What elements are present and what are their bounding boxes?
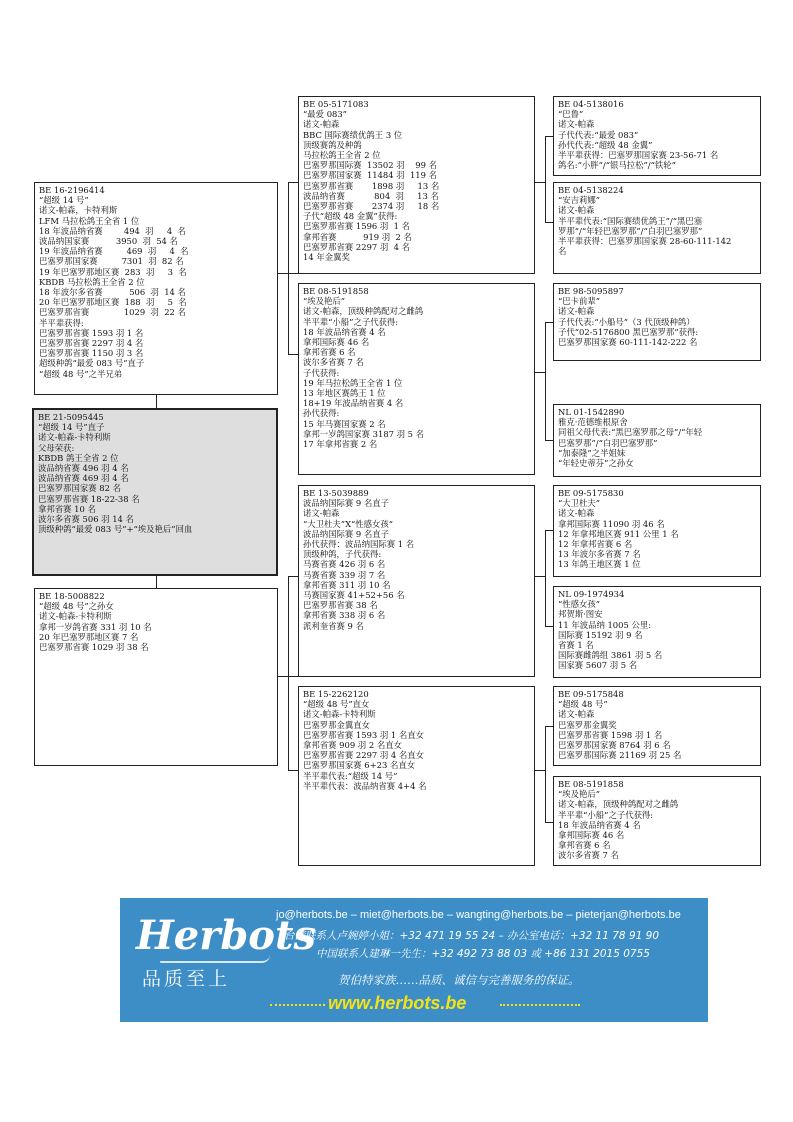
- pedigree-line: 巴塞罗那省赛 1593 羽 1 名: [39, 327, 144, 338]
- pedigree-line: 巴塞罗那省赛 1150 羽 3 名: [39, 348, 144, 359]
- pedigree-line: 诺文-帕森-卡特利斯: [39, 611, 112, 622]
- pedigree-line: 19 年马拉松鸽王全省 1 位: [303, 377, 403, 388]
- contact-emails[interactable]: jo@herbots.be – miet@herbots.be – wangting@herbots.be – pieterjan@herbots.be: [276, 909, 681, 921]
- pedigree-line: 马拉松鸽王全省 2 位: [303, 150, 381, 161]
- pedigree-line: 诺文-帕森: [558, 119, 595, 130]
- pedigree-line: “超级 14 号”: [39, 195, 89, 206]
- pedigree-line: 波品纳省赛 496 羽 4 名: [38, 463, 129, 474]
- ring-number: BE 08-5191858: [303, 286, 369, 296]
- ring-number: BE 04-5138224: [558, 185, 624, 195]
- pedigree-line: 孙代获得：波品纳国际赛 1 名: [303, 539, 415, 550]
- pedigree-line: 半平辈代表:“国际赛绩优鸽王”/“黑巴塞: [558, 215, 703, 226]
- sire-dam-box: [298, 283, 535, 475]
- pedigree-line: 子代“超级 48 金翼”获得:: [303, 211, 398, 222]
- ring-number: BE 13-5039889: [303, 488, 369, 498]
- pedigree-line: 派利奎省赛 9 名: [303, 620, 364, 631]
- pedigree-line: 巴塞罗那国际赛 21169 羽 25 名: [558, 750, 682, 761]
- ring-number: BE 18-5008822: [39, 591, 105, 601]
- sss-box: [553, 96, 761, 176]
- dss-box: [553, 485, 761, 577]
- connector: [288, 182, 298, 183]
- pedigree-line: 拿邦省赛 909 羽 2 名直女: [303, 740, 402, 751]
- connector: [288, 576, 289, 770]
- pedigree-line: 波尔多省赛 506 羽 14 名: [38, 514, 134, 525]
- pedigree-line: 邦贺斯·图安: [558, 609, 603, 620]
- ddd-box: [553, 776, 761, 866]
- pedigree-line: “年轻史蒂芬”之孙女: [558, 458, 634, 469]
- pedigree-line: 波品纳国际赛 9 名直子: [303, 528, 390, 539]
- pedigree-line: 拿邦省赛 10 名: [38, 503, 96, 514]
- pedigree-line: 孙代获得:: [303, 408, 340, 419]
- pedigree-line: 拿邦省赛 311 羽 10 名: [303, 579, 391, 590]
- connector: [288, 576, 298, 577]
- pedigree-line: 巴塞罗那国家赛 8764 羽 6 名: [558, 740, 671, 751]
- pedigree-line: “超级 48 号”之孙女: [39, 601, 114, 612]
- pedigree-line: 半平辈代表:“超级 14 号”: [303, 770, 398, 781]
- dam-box: [34, 588, 278, 766]
- pedigree-line: “巴卡前辈”: [558, 296, 601, 307]
- pedigree-line: 巴塞罗那省赛 38 名: [303, 600, 378, 611]
- pedigree-line: 波尔多省赛 7 名: [303, 357, 364, 368]
- pedigree-line: 拿邦国际赛 46 名: [558, 830, 625, 841]
- pedigree-line: “巴鲁”: [558, 109, 584, 120]
- pedigree-line: 拿邦一岁鸽省赛 331 羽 10 名: [39, 621, 152, 632]
- pedigree-line: “加泰隆”之半姐妹: [558, 447, 626, 458]
- pedigree-line: 诺文-帕森: [558, 306, 595, 317]
- pedigree-line: 巴塞罗那金翼直女: [303, 719, 370, 730]
- pedigree-line: 拿邦国际赛 11090 羽 46 名: [558, 518, 665, 529]
- pedigree-line: 国际赛 15192 羽 9 名: [558, 629, 643, 640]
- connector: [288, 354, 298, 355]
- sire-box: [34, 182, 278, 395]
- pedigree-line: 拿邦国际赛 46 名: [303, 337, 370, 348]
- pedigree-line: 国际赛雌鸽组 3861 羽 5 名: [558, 650, 663, 661]
- subject-box: [32, 408, 278, 576]
- pedigree-line: 巴塞罗那国际赛 13502 羽 99 名: [303, 160, 437, 171]
- pedigree-line: 半平辈获得:: [39, 317, 84, 328]
- pedigree-line: BBC 国际赛绩优鸽王 3 位: [303, 129, 403, 140]
- sds-box: [553, 283, 761, 361]
- ring-number: BE 04-5138016: [558, 99, 624, 109]
- pedigree-line: “大卫杜夫”: [558, 498, 601, 509]
- pedigree-line: 波品纳国际赛 9 名直子: [303, 498, 390, 509]
- ring-number: BE 05-5171083: [303, 99, 369, 109]
- pedigree-line: 巴塞罗那省赛 2374 羽 18 名: [303, 201, 440, 212]
- promise-text: 贺伯特家族……品质、诚信与完善服务的保证。: [338, 973, 580, 987]
- pedigree-line: 波尔多省赛 7 名: [558, 850, 619, 861]
- pedigree-line: 20 年巴塞罗那地区赛 7 名: [39, 631, 139, 642]
- pedigree-line: 超级种鸽“最爱 083 号”直子: [39, 358, 145, 369]
- pedigree-line: 拿邦一岁鸽国家赛 3187 羽 5 名: [303, 428, 425, 439]
- pedigree-line: 拿邦省赛 919 羽 2 名: [303, 231, 412, 242]
- pedigree-line: 半平辈“小船”之子代获得:: [558, 809, 654, 820]
- contact-phone-china: 中国联系人建琳一先生：+32 492 73 88 03 或 +86 131 2015 0755: [316, 948, 650, 960]
- pedigree-line: 波品纳国家赛 3950 羽 54 名: [39, 236, 178, 247]
- pedigree-line: 巴塞罗那省赛 1593 羽 1 名直女: [303, 729, 425, 740]
- connector: [545, 726, 553, 727]
- pedigree-line: 11 年波品纳 1005 公里:: [558, 619, 652, 630]
- pedigree-line: KBDB 马拉松鸽王全省 2 位: [39, 276, 145, 287]
- pedigree-line: “安吉莉娜”: [558, 195, 601, 206]
- dds-box: [553, 686, 761, 766]
- ring-number: BE 98-5095897: [558, 286, 624, 296]
- pedigree-line: 诺文-帕森，顶级种鸽配对之雌鸽: [303, 306, 424, 317]
- pedigree-line: 雅克·范德维根原舍: [558, 417, 628, 428]
- pedigree-line: “大卫杜夫”X“性感女孩”: [303, 518, 394, 529]
- pedigree-line: 省赛 1 名: [558, 640, 594, 651]
- connector: [545, 626, 553, 627]
- connector: [545, 822, 553, 823]
- ring-number: BE 15-2262120: [303, 689, 369, 699]
- pedigree-line: 子代代表:“最爱 083”: [558, 129, 639, 140]
- pedigree-line: 顶级种鸽“最爱 083 号”+“埃及艳后”回血: [38, 524, 193, 535]
- connector: [545, 322, 546, 440]
- decor-dots-left: [270, 1004, 325, 1006]
- connector: [535, 770, 545, 771]
- pedigree-line: 顶级种鸽，子代获得:: [303, 549, 382, 560]
- connector: [535, 182, 545, 183]
- pedigree-line: 马赛国家赛 41+52+56 名: [303, 590, 405, 601]
- connector: [535, 576, 545, 577]
- decor-dots-right: [500, 1004, 580, 1006]
- pedigree-line: 诺文-帕森: [303, 119, 340, 130]
- pedigree-line: “最爱 083”: [303, 109, 347, 120]
- pedigree-line: 巴塞罗那省赛 1029 羽 38 名: [39, 642, 149, 653]
- pedigree-line: 顶级赛鸽及种鸽: [303, 139, 362, 150]
- dsd-box: [553, 586, 761, 678]
- pedigree-line: 半平辈获得：巴塞罗那国家赛 28-60-111-142: [558, 236, 732, 247]
- pedigree-line: 拿邦省赛 6 名: [303, 347, 356, 358]
- ring-number: BE 16-2196414: [39, 185, 105, 195]
- pedigree-line: 孙代代表:“超级 48 金翼”: [558, 139, 653, 150]
- pedigree-line: 巴塞罗那国家赛 6+23 名直女: [303, 760, 416, 771]
- pedigree-line: 巴塞罗那国家赛 60-111-142-222 名: [558, 337, 698, 348]
- pedigree-line: 罗那”/“年轻巴塞罗那”/“白羽巴塞罗那”: [558, 225, 703, 236]
- pedigree-line: 20 年巴塞罗那地区赛 188 羽 5 名: [39, 297, 187, 308]
- pedigree-line: 18+19 年波品纳省赛 4 名: [303, 398, 404, 409]
- pedigree-line: 同祖父母代表:“黑巴塞罗那之母”/“年轻: [558, 427, 703, 438]
- connector: [288, 770, 298, 771]
- pedigree-line: 子代“02-5176800 黑巴塞罗那”获得:: [558, 326, 699, 337]
- pedigree-line: “性感女孩”: [558, 599, 601, 610]
- pedigree-line: 18 年波尔多省赛 506 羽 14 名: [39, 287, 186, 298]
- connector: [545, 222, 553, 223]
- pedigree-line: 17 年拿邦省赛 2 名: [303, 439, 378, 450]
- pedigree-line: 国家赛 5607 羽 5 名: [558, 660, 638, 671]
- pedigree-line: 父母荣获:: [38, 442, 75, 453]
- pedigree-line: KBDB 鸽王全省 2 位: [38, 452, 119, 463]
- pedigree-line: 马赛省赛 426 羽 6 名: [303, 559, 386, 570]
- ring-number: BE 21-5095445: [38, 412, 104, 422]
- pedigree-line: 子代获得:: [303, 367, 340, 378]
- pedigree-line: 巴塞罗那省赛 1029 羽 22 名: [39, 307, 186, 318]
- pedigree-line: 13 年地区赛鸽王 1 位: [303, 388, 386, 399]
- website-link[interactable]: www.herbots.be: [328, 993, 467, 1013]
- pedigree-line: 诺文-帕森: [303, 508, 340, 519]
- pedigree-line: 19 年巴塞罗那地区赛 283 羽 3 名: [39, 266, 187, 277]
- pedigree-line: 拿邦省赛 338 羽 6 名: [303, 610, 386, 621]
- ssd-box: [553, 182, 761, 274]
- pedigree-line: 诺文-帕森，卡特利斯: [39, 205, 118, 216]
- connector: [545, 136, 553, 137]
- pedigree-line: 巴塞罗那省赛 2297 羽 4 名: [39, 338, 144, 349]
- pedigree-line: 巴塞罗那省赛 1598 羽 1 名: [558, 729, 663, 740]
- connector: [545, 136, 546, 222]
- pedigree-line: “埃及艳后”: [303, 296, 346, 307]
- connector: [156, 395, 157, 409]
- pedigree-line: 巴塞罗那”/“白羽巴塞罗那”: [558, 437, 658, 448]
- pedigree-line: “超级 14 号”直子: [38, 422, 105, 433]
- pedigree-line: 半平辈代表：波品纳省赛 4+4 名: [303, 780, 427, 791]
- dam-sire-box: [298, 485, 535, 677]
- pedigree-line: LFM 马拉松鸽王全省 1 位: [39, 215, 140, 226]
- pedigree-line: 马赛省赛 339 羽 7 名: [303, 569, 386, 580]
- pedigree-line: 子代代表:“小船号”（3 代顶级种鸽）: [558, 316, 695, 327]
- pedigree-line: 14 年金翼奖: [303, 252, 350, 263]
- pedigree-line: 18 年波品纳省赛 4 名: [558, 819, 641, 830]
- pedigree-line: 巴塞罗那省赛 2297 羽 4 名: [303, 241, 410, 252]
- pedigree-line: 拿邦省赛 6 名: [558, 840, 611, 851]
- pedigree-line: 诺文-帕森: [558, 709, 595, 720]
- pedigree-line: 半平辈获得：巴塞罗那国家赛 23-56-71 名: [558, 150, 719, 161]
- pedigree-line: 诺文-帕森-卡特利斯: [303, 709, 376, 720]
- connector: [545, 530, 546, 626]
- pedigree-line: 15 年马赛国家赛 2 名: [303, 418, 386, 429]
- ring-number: NL 09-1974934: [558, 589, 625, 599]
- pedigree-line: 18 年波品纳省赛 494 羽 4 名: [39, 225, 186, 236]
- contact-phone-taiwan: 台湾联系人卢婉婷小姐：+32 471 19 55 24 – 办公室电话：+32 11 78 91 90: [284, 930, 660, 942]
- pedigree-line: 13 年波尔多省赛 7 名: [558, 549, 641, 560]
- pedigree-line: 12 年拿邦地区赛 911 公里 1 名: [558, 528, 679, 539]
- pedigree-line: 诺文-帕森: [558, 205, 595, 216]
- sdd-box: [553, 404, 761, 477]
- pedigree-line: 18 年波品纳省赛 4 名: [303, 326, 386, 337]
- ring-number: BE 08-5191858: [558, 779, 624, 789]
- pedigree-line: 巴塞罗那省赛 1596 羽 1 名: [303, 221, 410, 232]
- pedigree-line: 巴塞罗那国家赛 7301 羽 82 名: [39, 256, 184, 267]
- ring-number: NL 01-1542890: [558, 407, 625, 417]
- connector: [545, 726, 546, 822]
- connector: [535, 372, 545, 373]
- dam-dam-box: [298, 686, 535, 866]
- slogan: 品质至上: [142, 968, 231, 990]
- ring-number: BE 09-5175848: [558, 689, 624, 699]
- pedigree-line: “超级 48 号”直女: [303, 699, 370, 710]
- pedigree-line: 巴塞罗那省赛 18-22-38 名: [38, 493, 140, 504]
- connector: [545, 322, 553, 323]
- pedigree-line: 诺文-帕森，顶级种鸽配对之雌鸽: [558, 799, 679, 810]
- pedigree-line: 波品纳省赛 469 羽 4 名: [38, 473, 129, 484]
- pedigree-line: 波品纳省赛 804 羽 13 名: [303, 190, 439, 201]
- pedigree-line: 12 年拿邦省赛 6 名: [558, 539, 633, 550]
- pedigree-line: 13 年鸽王地区赛 1 位: [558, 559, 641, 570]
- connector: [545, 440, 553, 441]
- pedigree-line: 诺文-帕森-卡特利斯: [38, 432, 111, 443]
- pedigree-line: “超级 48 号”之半兄弟: [39, 368, 123, 379]
- connector: [545, 530, 553, 531]
- pedigree-line: 名: [558, 246, 567, 257]
- herbots-banner: [120, 898, 708, 1022]
- pedigree-line: “埃及艳后”: [558, 789, 601, 800]
- ring-number: BE 09-5175830: [558, 488, 624, 498]
- pedigree-line: 巴塞罗那金翼奖: [558, 719, 617, 730]
- pedigree-line: “超级 48 号”: [558, 699, 608, 710]
- pedigree-line: 巴塞罗那国家赛 82 名: [38, 483, 121, 494]
- pedigree-line: 鸽名:“小胖”/“银马拉松”/“铁轮”: [558, 160, 676, 171]
- connector: [288, 182, 289, 354]
- pedigree-line: 19 年波品纳省赛 469 羽 4 名: [39, 246, 189, 257]
- pedigree-line: 巴塞罗那省赛 1898 羽 13 名: [303, 180, 440, 191]
- logo-swash: [160, 955, 270, 963]
- herbots-logo: Herbots: [136, 912, 316, 959]
- sire-sire-box: [298, 96, 535, 274]
- pedigree-line: 半平辈“小船”之子代获得:: [303, 316, 399, 327]
- pedigree-line: 巴塞罗那省赛 2297 羽 4 名直女: [303, 750, 425, 761]
- pedigree-line: 诺文-帕森: [558, 508, 595, 519]
- pedigree-line: 巴塞罗那国家赛 11484 羽 119 名: [303, 170, 437, 181]
